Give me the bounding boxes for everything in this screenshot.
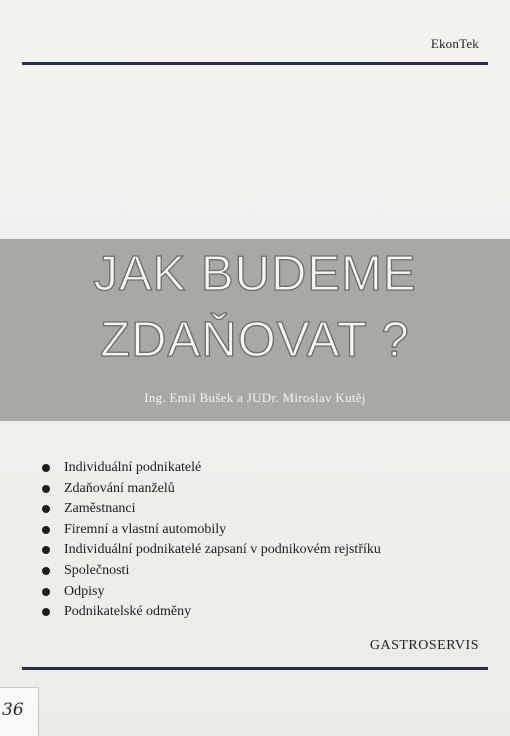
topic-list [38,458,381,623]
list-item [38,540,381,561]
title-line-1: JAK BUDEME [93,247,417,301]
bullet-icon [42,588,50,596]
title-line-2: ZDAŇOVAT ? [100,313,410,367]
topic-label: Podnikatelské odměny [64,604,192,620]
list-item [38,479,381,500]
topic-label: Zaměstnanci [64,501,136,517]
imprint: GASTROSERVIS [369,638,479,653]
bullet-icon [42,608,50,616]
topic-label: Firemní a vlastní automobily [64,521,227,537]
publisher-series: EkonTek [430,36,479,51]
library-shelf-label [0,687,39,736]
list-item [38,561,381,582]
top-rule [22,62,488,65]
bullet-icon [42,546,50,554]
bullet-icon [42,567,50,575]
topic-label: Individuální podnikatelé [64,460,202,475]
bullet-icon [42,464,50,472]
topic-label: Individuální podnikatelé zapsaní v podnikovém rejstříku [64,542,381,558]
bullet-icon [42,505,50,513]
shelf-number: 36 [2,700,24,720]
topic-label: Odpisy [64,583,105,599]
list-item [38,499,381,520]
bullet-icon [42,485,50,493]
list-item [38,520,381,541]
list-item [38,582,381,603]
list-item [38,602,381,623]
bottom-rule [22,667,488,670]
bullet-icon [42,526,50,534]
list-item [38,458,381,479]
topic-label: Společnosti [64,562,130,578]
topic-label: Zdaňování manželů [64,480,175,496]
authors: Ing. Emil Bušek a JUDr. Miroslav Kutěj [144,390,366,405]
